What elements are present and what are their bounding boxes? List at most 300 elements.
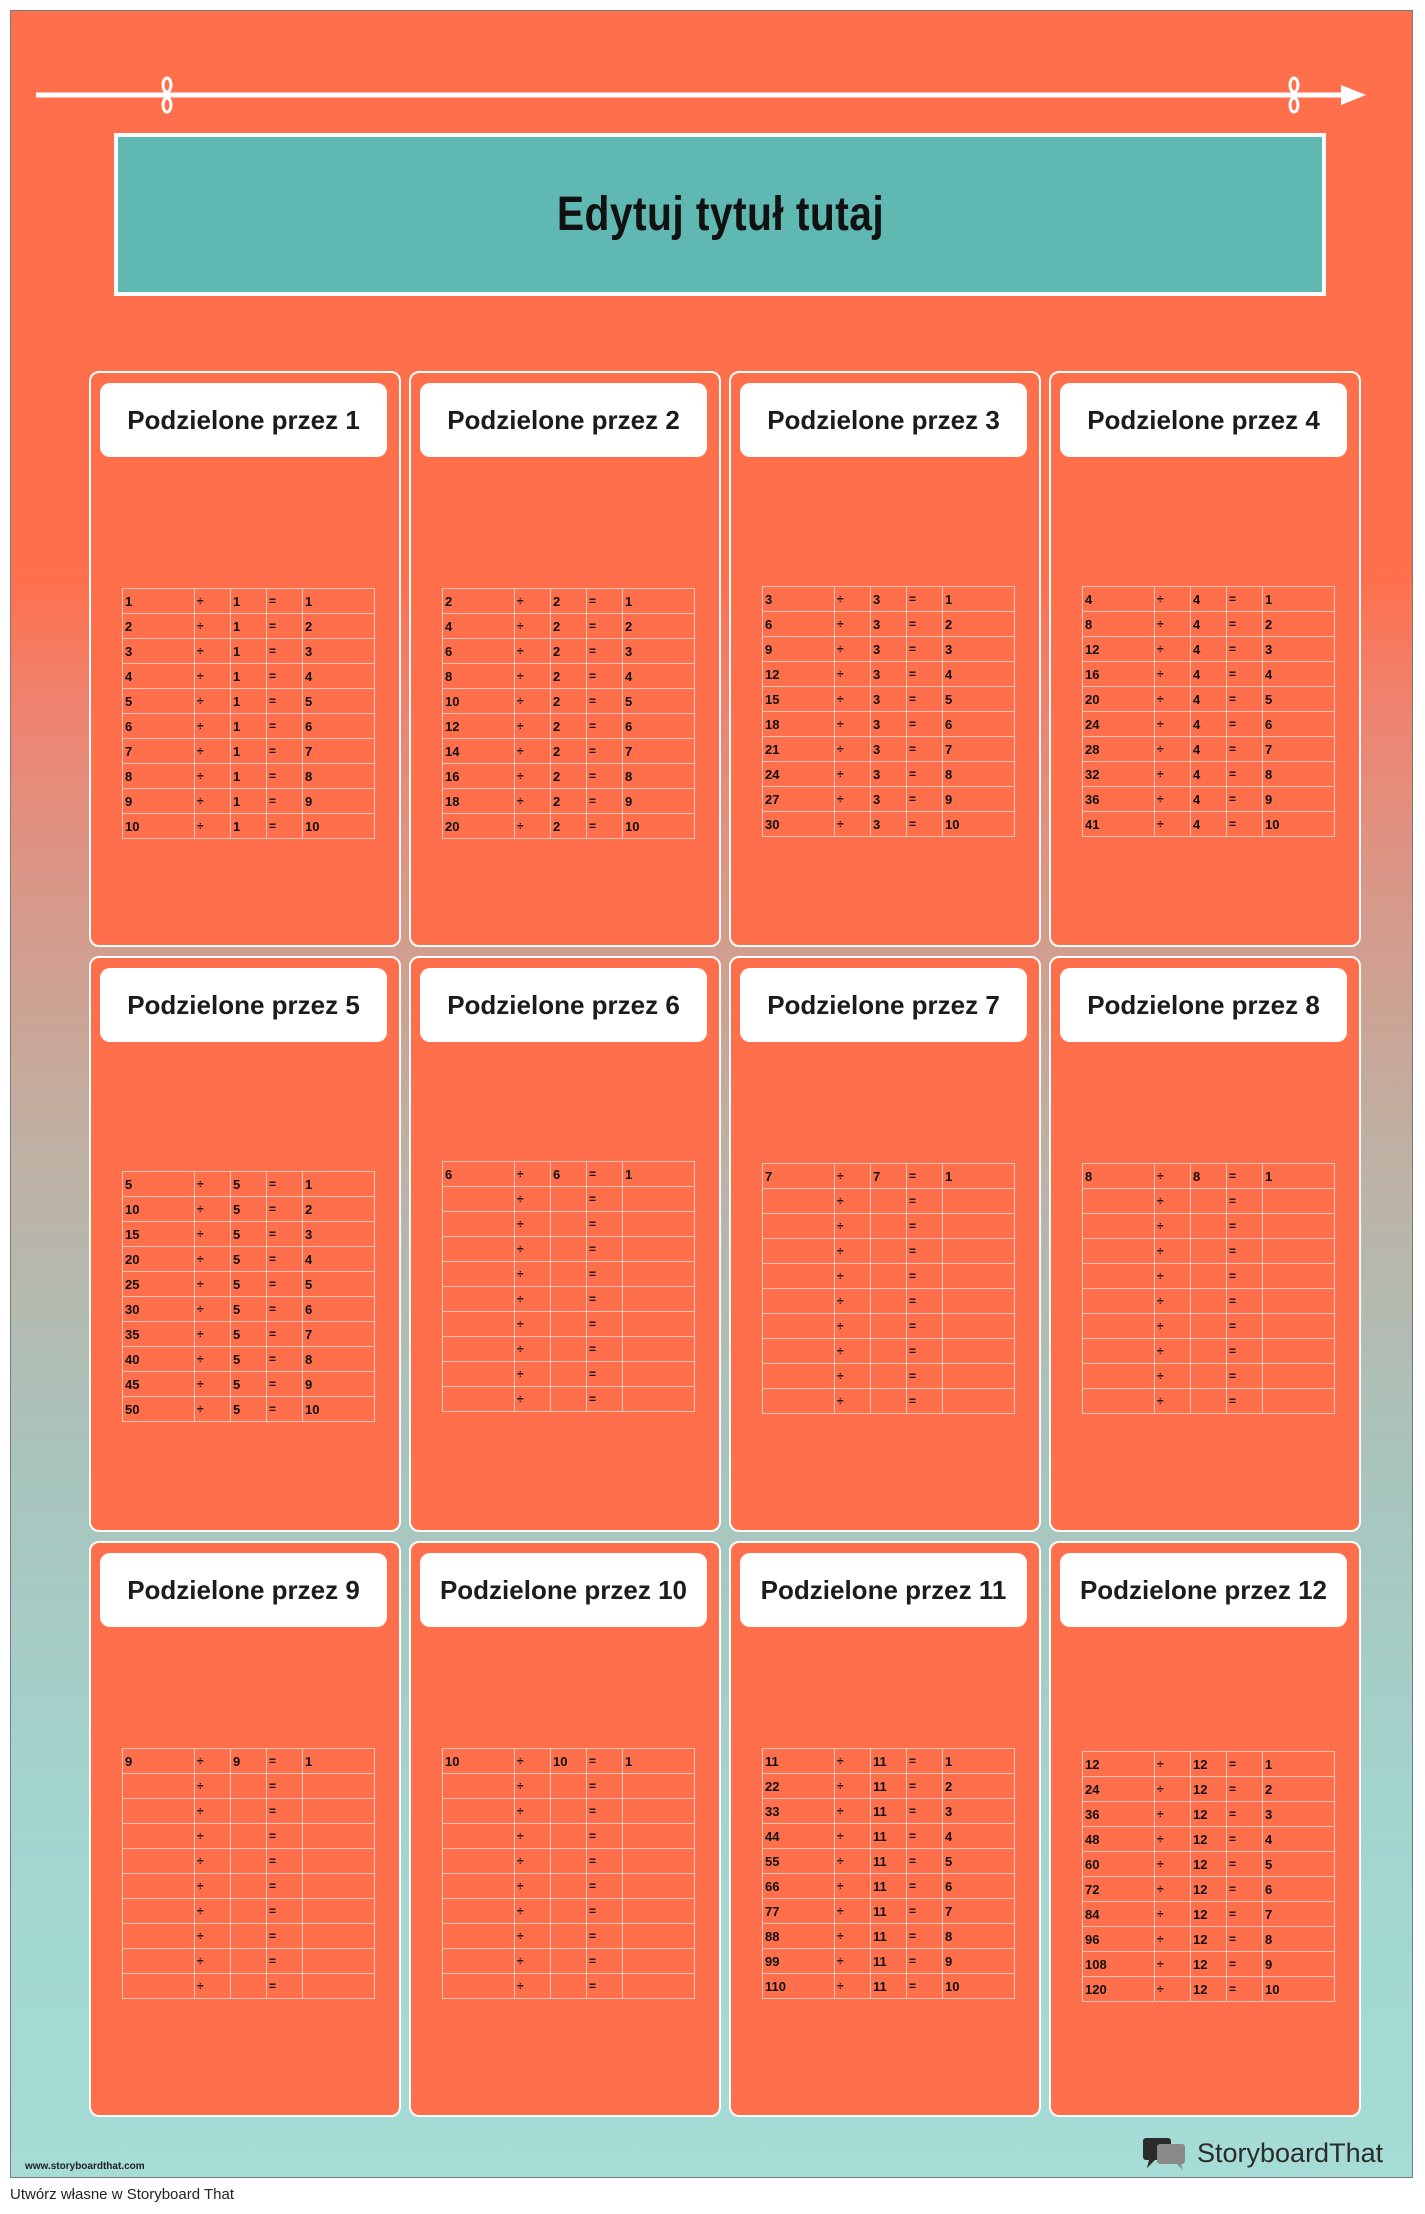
table-cell[interactable]: 1 [231, 589, 267, 614]
table-cell[interactable] [231, 1849, 267, 1874]
table-cell[interactable]: = [1227, 1189, 1263, 1214]
table-cell[interactable]: = [267, 589, 303, 614]
table-cell[interactable]: ÷ [195, 1297, 231, 1322]
table-cell[interactable]: 4 [1191, 712, 1227, 737]
table-cell[interactable]: 4 [1191, 762, 1227, 787]
table-cell[interactable]: ÷ [515, 1849, 551, 1874]
table-cell[interactable]: ÷ [1155, 712, 1191, 737]
table-cell[interactable]: ÷ [835, 1289, 871, 1314]
table-cell[interactable] [231, 1899, 267, 1924]
table-cell[interactable]: 7 [1263, 737, 1335, 762]
table-cell[interactable]: ÷ [195, 589, 231, 614]
table-cell[interactable] [1191, 1214, 1227, 1239]
table-cell[interactable] [123, 1899, 195, 1924]
table-cell[interactable] [443, 1387, 515, 1412]
table-cell[interactable]: = [587, 639, 623, 664]
table-cell[interactable] [763, 1264, 835, 1289]
table-cell[interactable]: = [587, 1162, 623, 1187]
table-cell[interactable]: 66 [763, 1874, 835, 1899]
table-cell[interactable] [763, 1289, 835, 1314]
table-cell[interactable]: ÷ [835, 662, 871, 687]
table-cell[interactable]: 12 [1191, 1952, 1227, 1977]
table-cell[interactable]: = [1227, 762, 1263, 787]
table-cell[interactable]: 10 [123, 814, 195, 839]
table-cell[interactable]: 10 [551, 1749, 587, 1774]
table-cell[interactable]: 2 [443, 589, 515, 614]
table-cell[interactable]: ÷ [515, 1262, 551, 1287]
table-cell[interactable] [443, 1899, 515, 1924]
table-cell[interactable]: 6 [1263, 1877, 1335, 1902]
table-cell[interactable]: = [587, 1749, 623, 1774]
table-cell[interactable]: ÷ [195, 1974, 231, 1999]
table-cell[interactable]: = [267, 689, 303, 714]
table-cell[interactable]: = [1227, 1977, 1263, 2002]
table-cell[interactable]: ÷ [1155, 1389, 1191, 1414]
table-cell[interactable] [763, 1214, 835, 1239]
table-cell[interactable]: ÷ [195, 1247, 231, 1272]
table-cell[interactable]: 21 [763, 737, 835, 762]
table-cell[interactable]: ÷ [515, 664, 551, 689]
table-cell[interactable]: ÷ [195, 1322, 231, 1347]
table-cell[interactable]: ÷ [195, 1799, 231, 1824]
table-cell[interactable]: 48 [1083, 1827, 1155, 1852]
table-cell[interactable]: 9 [123, 1749, 195, 1774]
table-cell[interactable]: = [267, 1924, 303, 1949]
table-cell[interactable]: ÷ [835, 687, 871, 712]
table-cell[interactable]: ÷ [515, 1337, 551, 1362]
table-cell[interactable]: 10 [1263, 812, 1335, 837]
table-cell[interactable]: = [267, 1874, 303, 1899]
table-cell[interactable] [871, 1239, 907, 1264]
table-cell[interactable]: 10 [1263, 1977, 1335, 2002]
table-cell[interactable]: 5 [303, 689, 375, 714]
table-cell[interactable]: = [1227, 687, 1263, 712]
table-cell[interactable]: 8 [1191, 1164, 1227, 1189]
table-cell[interactable]: ÷ [835, 1239, 871, 1264]
table-cell[interactable]: 4 [1263, 1827, 1335, 1852]
table-cell[interactable]: = [587, 664, 623, 689]
table-cell[interactable]: 1 [231, 639, 267, 664]
table-cell[interactable]: 3 [871, 737, 907, 762]
table-cell[interactable] [443, 1799, 515, 1824]
table-cell[interactable]: ÷ [515, 1949, 551, 1974]
table-cell[interactable]: = [907, 712, 943, 737]
table-cell[interactable]: 4 [623, 664, 695, 689]
table-cell[interactable]: = [267, 764, 303, 789]
table-cell[interactable]: 11 [871, 1974, 907, 1999]
table-cell[interactable]: 5 [123, 689, 195, 714]
table-cell[interactable]: 7 [943, 737, 1015, 762]
table-cell[interactable]: 41 [1083, 812, 1155, 837]
table-cell[interactable] [443, 1849, 515, 1874]
table-cell[interactable]: ÷ [195, 764, 231, 789]
table-cell[interactable]: 12 [1191, 1752, 1227, 1777]
table-cell[interactable]: ÷ [835, 1389, 871, 1414]
table-cell[interactable]: = [1227, 1827, 1263, 1852]
table-cell[interactable]: = [267, 1949, 303, 1974]
table-cell[interactable]: = [1227, 1902, 1263, 1927]
table-cell[interactable]: ÷ [835, 712, 871, 737]
table-cell[interactable]: ÷ [515, 1212, 551, 1237]
table-cell[interactable]: 5 [303, 1272, 375, 1297]
table-cell[interactable]: 9 [303, 789, 375, 814]
card-divide-by-10[interactable] [409, 1541, 721, 2117]
table-cell[interactable]: 3 [871, 612, 907, 637]
table-cell[interactable] [1263, 1189, 1335, 1214]
table-cell[interactable] [551, 1874, 587, 1899]
table-cell[interactable] [1263, 1289, 1335, 1314]
table-cell[interactable]: = [267, 1372, 303, 1397]
table-cell[interactable] [943, 1214, 1015, 1239]
table-cell[interactable]: 1 [623, 1749, 695, 1774]
table-cell[interactable]: ÷ [515, 1774, 551, 1799]
table-cell[interactable]: 12 [443, 714, 515, 739]
table-cell[interactable]: 12 [1191, 1977, 1227, 2002]
table-cell[interactable]: 3 [871, 637, 907, 662]
table-cell[interactable]: ÷ [515, 1362, 551, 1387]
card-divide-by-2[interactable] [409, 371, 721, 947]
table-cell[interactable]: = [1227, 1164, 1263, 1189]
table-cell[interactable] [123, 1949, 195, 1974]
table-cell[interactable] [551, 1212, 587, 1237]
card-title-box[interactable] [420, 1553, 707, 1627]
table-cell[interactable]: 2 [1263, 1777, 1335, 1802]
table-cell[interactable]: ÷ [835, 1874, 871, 1899]
table-cell[interactable]: ÷ [195, 1824, 231, 1849]
table-cell[interactable]: 6 [443, 639, 515, 664]
table-cell[interactable]: 10 [443, 1749, 515, 1774]
table-cell[interactable]: 12 [1191, 1802, 1227, 1827]
card-title-box[interactable] [740, 968, 1027, 1042]
table-cell[interactable] [551, 1387, 587, 1412]
table-cell[interactable] [871, 1289, 907, 1314]
table-cell[interactable] [551, 1237, 587, 1262]
table-cell[interactable]: ÷ [835, 1924, 871, 1949]
table-cell[interactable] [443, 1974, 515, 1999]
table-cell[interactable]: = [1227, 737, 1263, 762]
table-cell[interactable] [551, 1849, 587, 1874]
table-cell[interactable]: 2 [551, 639, 587, 664]
table-cell[interactable]: 1 [943, 1749, 1015, 1774]
table-cell[interactable]: ÷ [835, 587, 871, 612]
table-cell[interactable]: 4 [943, 662, 1015, 687]
table-cell[interactable]: 1 [623, 589, 695, 614]
table-cell[interactable]: ÷ [195, 789, 231, 814]
table-cell[interactable]: 11 [871, 1949, 907, 1974]
table-cell[interactable]: 36 [1083, 1802, 1155, 1827]
table-cell[interactable]: ÷ [835, 787, 871, 812]
table-cell[interactable]: = [267, 1297, 303, 1322]
table-cell[interactable]: 6 [551, 1162, 587, 1187]
table-cell[interactable] [623, 1949, 695, 1974]
table-cell[interactable]: 5 [1263, 687, 1335, 712]
table-cell[interactable]: 6 [943, 712, 1015, 737]
table-cell[interactable]: ÷ [1155, 1164, 1191, 1189]
table-cell[interactable]: = [907, 1749, 943, 1774]
table-cell[interactable]: 20 [1083, 687, 1155, 712]
table-cell[interactable]: ÷ [1155, 1802, 1191, 1827]
card-title-box[interactable] [740, 1553, 1027, 1627]
table-cell[interactable]: = [1227, 1239, 1263, 1264]
table-cell[interactable]: ÷ [195, 739, 231, 764]
table-cell[interactable]: ÷ [515, 1924, 551, 1949]
table-cell[interactable] [231, 1949, 267, 1974]
table-cell[interactable]: 5 [231, 1372, 267, 1397]
table-cell[interactable]: 8 [623, 764, 695, 789]
table-cell[interactable] [443, 1212, 515, 1237]
table-cell[interactable] [623, 1187, 695, 1212]
table-cell[interactable]: = [587, 689, 623, 714]
table-cell[interactable] [231, 1774, 267, 1799]
table-cell[interactable] [1083, 1289, 1155, 1314]
table-cell[interactable] [443, 1262, 515, 1287]
table-cell[interactable]: 60 [1083, 1852, 1155, 1877]
table-cell[interactable]: ÷ [835, 762, 871, 787]
table-cell[interactable] [763, 1339, 835, 1364]
table-cell[interactable] [623, 1312, 695, 1337]
table-cell[interactable]: ÷ [195, 714, 231, 739]
table-cell[interactable]: ÷ [515, 1312, 551, 1337]
table-cell[interactable] [443, 1949, 515, 1974]
table-cell[interactable]: = [267, 789, 303, 814]
table-cell[interactable]: = [267, 1272, 303, 1297]
table-cell[interactable]: 14 [443, 739, 515, 764]
table-cell[interactable]: 11 [871, 1874, 907, 1899]
table-cell[interactable]: ÷ [1155, 612, 1191, 637]
table-cell[interactable]: 1 [231, 714, 267, 739]
table-cell[interactable]: 9 [303, 1372, 375, 1397]
table-cell[interactable] [871, 1264, 907, 1289]
table-cell[interactable]: 1 [1263, 1164, 1335, 1189]
table-cell[interactable] [871, 1364, 907, 1389]
table-cell[interactable]: ÷ [1155, 687, 1191, 712]
table-cell[interactable]: 4 [1083, 587, 1155, 612]
table-cell[interactable]: = [267, 814, 303, 839]
table-cell[interactable]: 3 [1263, 1802, 1335, 1827]
table-cell[interactable]: = [587, 1899, 623, 1924]
table-cell[interactable] [551, 1799, 587, 1824]
table-cell[interactable] [443, 1287, 515, 1312]
table-cell[interactable]: ÷ [835, 1264, 871, 1289]
table-cell[interactable]: = [267, 1347, 303, 1372]
table-cell[interactable] [123, 1974, 195, 1999]
table-cell[interactable]: ÷ [1155, 637, 1191, 662]
table-cell[interactable]: ÷ [1155, 762, 1191, 787]
table-cell[interactable]: = [587, 1824, 623, 1849]
table-cell[interactable]: 45 [123, 1372, 195, 1397]
table-cell[interactable] [943, 1339, 1015, 1364]
table-cell[interactable]: = [1227, 712, 1263, 737]
table-cell[interactable]: 5 [943, 1849, 1015, 1874]
table-cell[interactable]: ÷ [1155, 1264, 1191, 1289]
table-cell[interactable] [943, 1189, 1015, 1214]
table-cell[interactable]: = [907, 1389, 943, 1414]
table-cell[interactable]: 8 [1083, 1164, 1155, 1189]
table-cell[interactable] [231, 1824, 267, 1849]
table-cell[interactable]: 4 [1191, 787, 1227, 812]
table-cell[interactable]: 108 [1083, 1952, 1155, 1977]
table-cell[interactable] [623, 1849, 695, 1874]
table-cell[interactable]: = [587, 1874, 623, 1899]
table-cell[interactable] [1263, 1239, 1335, 1264]
table-cell[interactable]: 12 [1191, 1777, 1227, 1802]
card-divide-by-11[interactable] [729, 1541, 1041, 2117]
table-cell[interactable]: 2 [1263, 612, 1335, 637]
table-cell[interactable]: = [587, 1212, 623, 1237]
table-cell[interactable]: 10 [623, 814, 695, 839]
table-cell[interactable]: 22 [763, 1774, 835, 1799]
table-cell[interactable]: 36 [1083, 787, 1155, 812]
table-cell[interactable]: 1 [231, 814, 267, 839]
table-cell[interactable]: 4 [303, 664, 375, 689]
card-title-box[interactable] [1060, 1553, 1347, 1627]
table-cell[interactable] [943, 1389, 1015, 1414]
table-cell[interactable]: ÷ [835, 1749, 871, 1774]
table-cell[interactable] [1083, 1314, 1155, 1339]
table-cell[interactable]: 8 [1263, 1927, 1335, 1952]
table-cell[interactable] [443, 1774, 515, 1799]
table-cell[interactable]: = [267, 1824, 303, 1849]
table-cell[interactable] [871, 1189, 907, 1214]
table-cell[interactable]: ÷ [515, 1749, 551, 1774]
table-cell[interactable] [231, 1974, 267, 1999]
table-cell[interactable]: 50 [123, 1397, 195, 1422]
table-cell[interactable] [1263, 1314, 1335, 1339]
table-cell[interactable]: 9 [1263, 787, 1335, 812]
table-cell[interactable]: 6 [443, 1162, 515, 1187]
table-cell[interactable]: 8 [1263, 762, 1335, 787]
table-cell[interactable]: = [267, 1247, 303, 1272]
table-cell[interactable]: 28 [1083, 737, 1155, 762]
table-cell[interactable]: 2 [551, 764, 587, 789]
table-cell[interactable] [871, 1389, 907, 1414]
table-cell[interactable]: 3 [763, 587, 835, 612]
table-cell[interactable]: 1 [1263, 587, 1335, 612]
table-cell[interactable]: ÷ [1155, 1902, 1191, 1927]
table-cell[interactable]: 110 [763, 1974, 835, 1999]
table-cell[interactable]: 3 [871, 687, 907, 712]
table-cell[interactable]: ÷ [1155, 1314, 1191, 1339]
table-cell[interactable]: 11 [871, 1924, 907, 1949]
table-cell[interactable]: 20 [123, 1247, 195, 1272]
table-cell[interactable]: = [587, 1312, 623, 1337]
table-cell[interactable]: 6 [123, 714, 195, 739]
table-cell[interactable] [443, 1362, 515, 1387]
card-divide-by-3[interactable] [729, 371, 1041, 947]
table-cell[interactable]: 3 [871, 762, 907, 787]
table-cell[interactable] [1083, 1189, 1155, 1214]
table-cell[interactable]: = [907, 787, 943, 812]
table-cell[interactable]: ÷ [1155, 1777, 1191, 1802]
table-cell[interactable] [303, 1899, 375, 1924]
table-cell[interactable]: = [587, 1949, 623, 1974]
table-cell[interactable] [1191, 1339, 1227, 1364]
table-cell[interactable]: 77 [763, 1899, 835, 1924]
table-cell[interactable]: 12 [1191, 1827, 1227, 1852]
table-cell[interactable]: ÷ [515, 1874, 551, 1899]
table-cell[interactable]: 10 [303, 1397, 375, 1422]
table-cell[interactable]: = [1227, 1802, 1263, 1827]
table-cell[interactable]: 11 [871, 1849, 907, 1874]
table-cell[interactable]: = [587, 1924, 623, 1949]
table-cell[interactable] [763, 1189, 835, 1214]
table-cell[interactable]: = [907, 1239, 943, 1264]
table-cell[interactable]: ÷ [1155, 1214, 1191, 1239]
table-cell[interactable]: = [907, 687, 943, 712]
table-cell[interactable]: = [1227, 1364, 1263, 1389]
table-cell[interactable] [123, 1849, 195, 1874]
table-cell[interactable]: 3 [871, 662, 907, 687]
table-cell[interactable]: = [587, 739, 623, 764]
table-cell[interactable]: 4 [303, 1247, 375, 1272]
table-cell[interactable]: 5 [231, 1247, 267, 1272]
table-cell[interactable] [443, 1187, 515, 1212]
table-cell[interactable] [1263, 1389, 1335, 1414]
table-cell[interactable]: 9 [623, 789, 695, 814]
table-cell[interactable]: 18 [763, 712, 835, 737]
table-cell[interactable]: 32 [1083, 762, 1155, 787]
table-cell[interactable]: 3 [871, 787, 907, 812]
table-cell[interactable]: ÷ [515, 689, 551, 714]
table-cell[interactable]: 7 [623, 739, 695, 764]
table-cell[interactable]: 6 [943, 1874, 1015, 1899]
table-cell[interactable]: 11 [871, 1749, 907, 1774]
table-cell[interactable] [231, 1799, 267, 1824]
table-cell[interactable]: ÷ [195, 1372, 231, 1397]
table-cell[interactable]: 9 [943, 1949, 1015, 1974]
table-cell[interactable]: 6 [1263, 712, 1335, 737]
table-cell[interactable]: ÷ [835, 1774, 871, 1799]
table-cell[interactable] [623, 1362, 695, 1387]
table-cell[interactable] [123, 1824, 195, 1849]
table-cell[interactable]: = [267, 639, 303, 664]
table-cell[interactable]: 12 [1191, 1927, 1227, 1952]
table-cell[interactable]: = [267, 1397, 303, 1422]
table-cell[interactable] [303, 1949, 375, 1974]
table-cell[interactable]: 1 [231, 789, 267, 814]
card-divide-by-4[interactable] [1049, 371, 1361, 947]
table-cell[interactable]: 1 [231, 764, 267, 789]
table-cell[interactable]: ÷ [195, 1172, 231, 1197]
table-cell[interactable] [303, 1849, 375, 1874]
table-cell[interactable]: 2 [943, 612, 1015, 637]
table-cell[interactable] [623, 1387, 695, 1412]
table-cell[interactable]: 72 [1083, 1877, 1155, 1902]
table-cell[interactable]: ÷ [515, 1799, 551, 1824]
table-cell[interactable] [303, 1924, 375, 1949]
table-cell[interactable]: = [267, 614, 303, 639]
table-cell[interactable]: 3 [623, 639, 695, 664]
table-cell[interactable]: = [1227, 1339, 1263, 1364]
table-cell[interactable] [443, 1237, 515, 1262]
table-cell[interactable]: 7 [303, 1322, 375, 1347]
table-cell[interactable]: 4 [943, 1824, 1015, 1849]
card-divide-by-6[interactable] [409, 956, 721, 1532]
table-cell[interactable]: 5 [231, 1272, 267, 1297]
table-cell[interactable]: 30 [763, 812, 835, 837]
table-cell[interactable]: ÷ [195, 1949, 231, 1974]
table-cell[interactable]: ÷ [195, 1347, 231, 1372]
table-cell[interactable]: = [907, 737, 943, 762]
table-cell[interactable]: 20 [443, 814, 515, 839]
table-cell[interactable]: ÷ [1155, 662, 1191, 687]
brand-logo[interactable] [1141, 2135, 1383, 2171]
table-cell[interactable]: 4 [1191, 812, 1227, 837]
table-cell[interactable]: = [907, 1899, 943, 1924]
table-cell[interactable]: = [1227, 1389, 1263, 1414]
table-cell[interactable]: 9 [1263, 1952, 1335, 1977]
table-cell[interactable]: ÷ [835, 1164, 871, 1189]
